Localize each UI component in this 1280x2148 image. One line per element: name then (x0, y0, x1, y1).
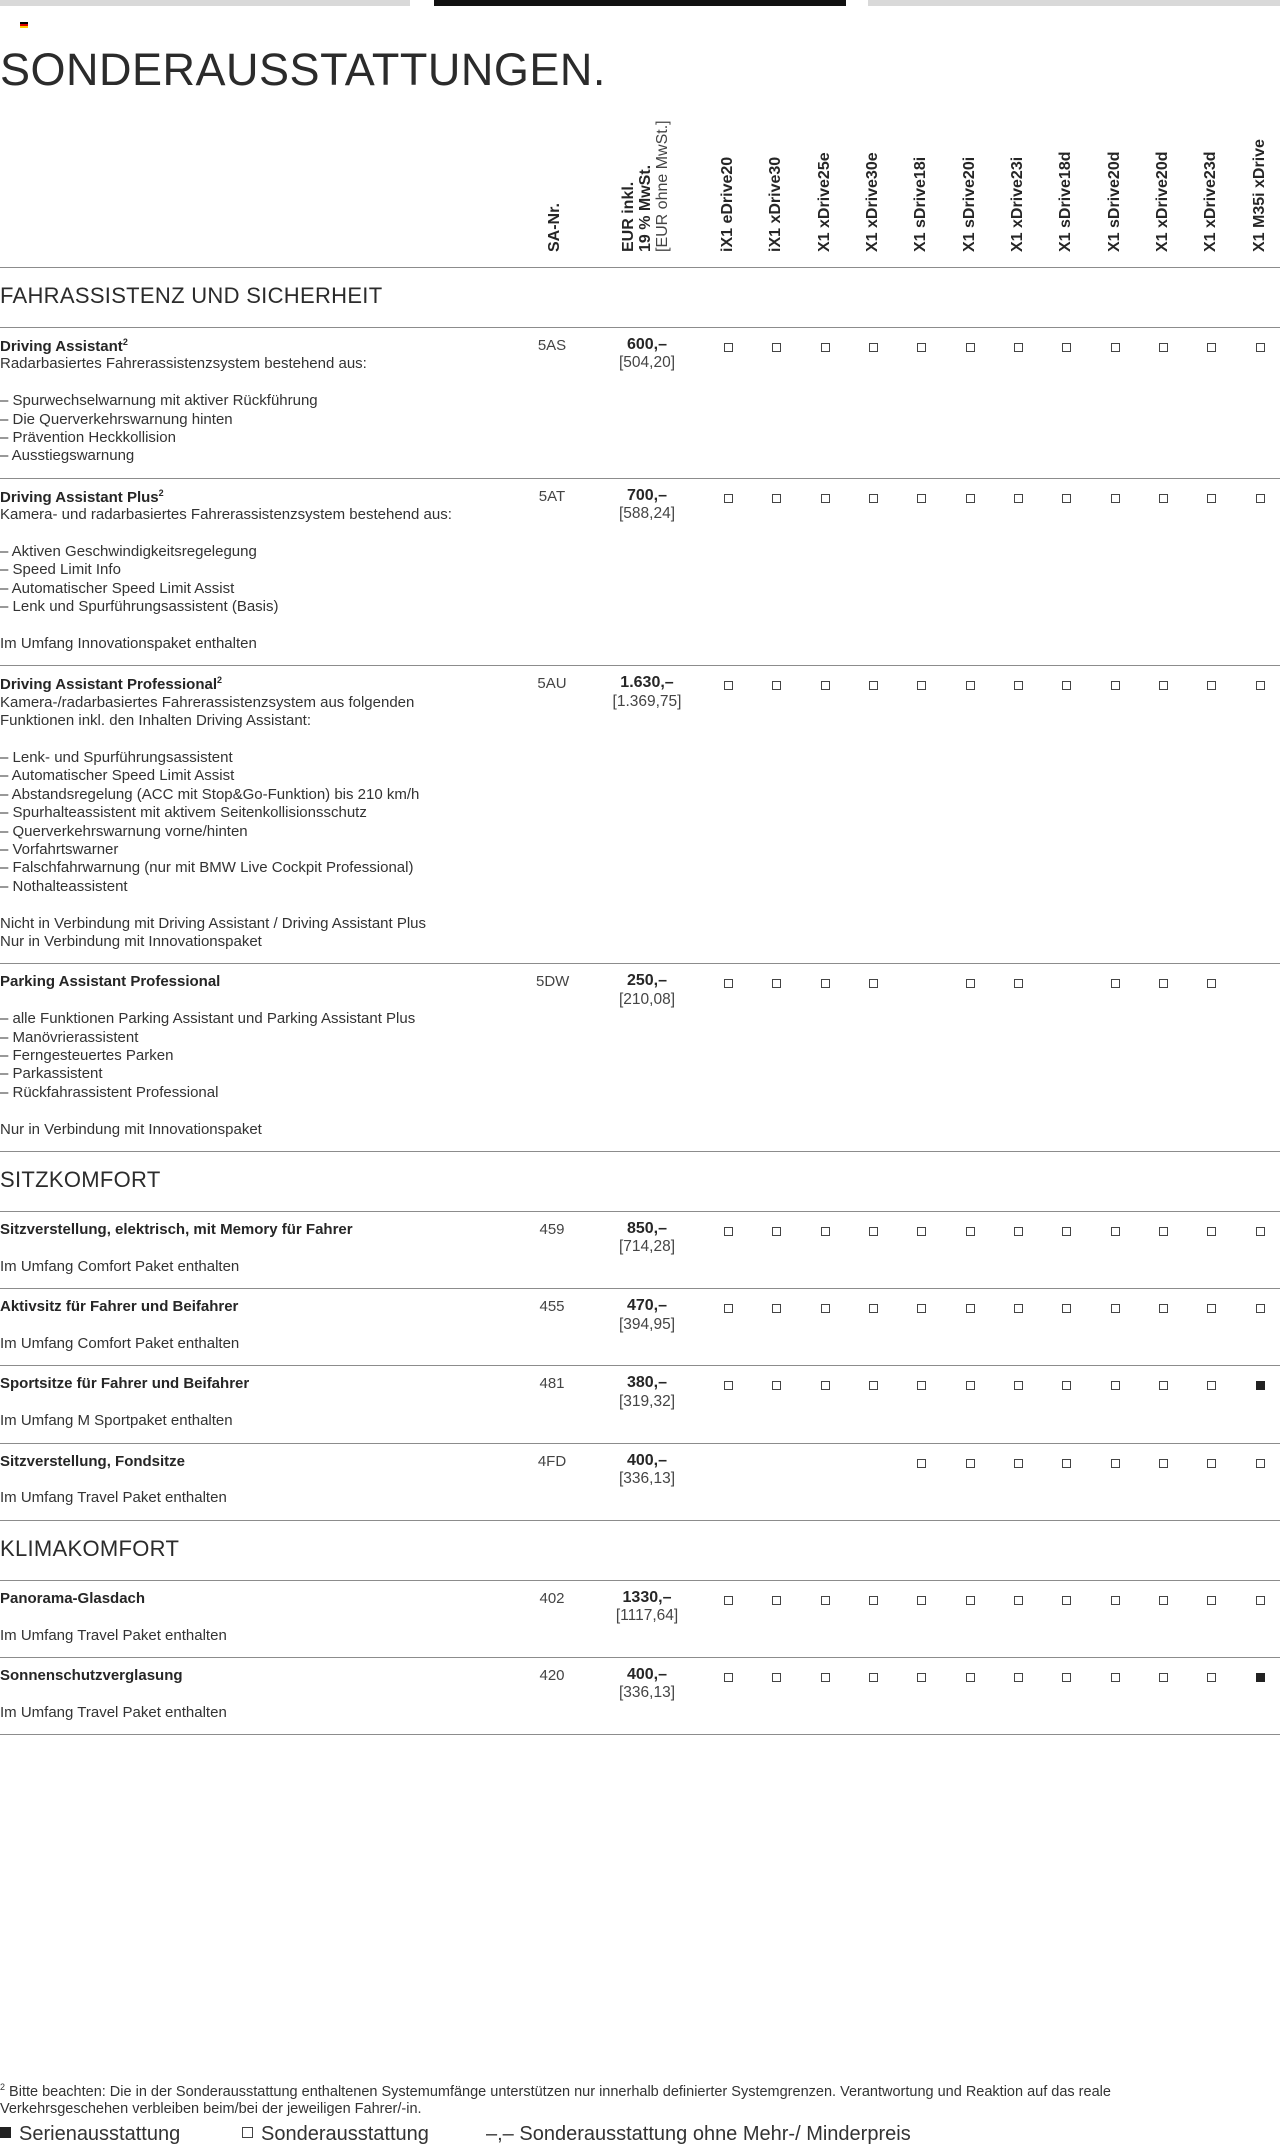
optional-equipment-icon (1159, 1381, 1168, 1390)
optional-equipment-icon (724, 494, 733, 503)
option-description-line: Kamera- und radarbasiertes Fahrerassistenzsystem bestehend aus: (0, 506, 452, 524)
optional-equipment-icon (966, 681, 975, 690)
optional-equipment-icon (1111, 494, 1120, 503)
sa-number: 5DW (536, 973, 570, 991)
standard-equipment-icon (1256, 1381, 1265, 1390)
divider (0, 267, 1280, 268)
optional-equipment-icon (1207, 1459, 1216, 1468)
optional-equipment-icon (772, 1381, 781, 1390)
optional-equipment-icon (1014, 1673, 1023, 1682)
option-description-line: – Querverkehrswarnung vorne/hinten (0, 822, 248, 840)
optional-equipment-icon (1062, 1227, 1071, 1236)
option-description-line: Im Umfang Comfort Paket enthalten (0, 1335, 240, 1352)
optional-equipment-icon (1014, 681, 1023, 690)
optional-equipment-icon (917, 343, 926, 352)
option-description-line: – Falschfahrwarnung (nur mit BMW Live Cockpit Professional) (0, 859, 414, 877)
option-description-line: – Automatischer Speed Limit Assist (0, 579, 235, 597)
column-header-model: X1 xDrive25e (816, 152, 833, 252)
section-title: SITZKOMFORT (0, 1167, 161, 1192)
optional-equipment-icon (1207, 979, 1216, 988)
column-header-model: X1 xDrive23i (1009, 156, 1026, 252)
sa-number: 4FD (537, 1452, 567, 1470)
optional-equipment-icon (1014, 979, 1023, 988)
optional-equipment-icon (1159, 1227, 1168, 1236)
optional-equipment-icon (1207, 1596, 1216, 1605)
optional-equipment-icon (724, 1304, 733, 1313)
option-description-line: – Lenk- und Spurführungsassistent (0, 749, 233, 766)
column-header-price: EUR inkl. 19 % MwSt. [EUR ohne MwSt.] (620, 120, 671, 252)
optional-equipment-icon (1014, 1381, 1023, 1390)
progress-segment-1 (0, 0, 410, 6)
option-description-line: Radarbasiertes Fahrerassistenzsystem bestehend aus: (0, 355, 367, 373)
option-description-line: – alle Funktionen Parking Assistant und Parking Assistant Plus (0, 1010, 416, 1028)
option-description-line: – Automatischer Speed Limit Assist (0, 767, 235, 785)
price: 1330,– [1117,64] (615, 1588, 679, 1625)
option-description-line: Nur in Verbindung mit Innovationspaket (0, 1120, 262, 1138)
sa-number: 481 (539, 1375, 565, 1393)
optional-equipment-icon (1159, 1596, 1168, 1605)
optional-equipment-icon (724, 343, 733, 352)
option-description-line: – Aktiven Geschwindigkeitsregelegung (0, 543, 257, 560)
optional-equipment-icon (1014, 1227, 1023, 1236)
column-header-model: X1 M35i xDrive (1251, 139, 1268, 252)
optional-equipment-icon (1256, 1227, 1265, 1236)
optional-equipment-icon (1111, 1227, 1120, 1236)
divider (0, 1580, 1280, 1581)
option-description-line: Im Umfang Innovationspaket enthalten (0, 635, 257, 652)
optional-equipment-icon (917, 1227, 926, 1236)
option-name: Sitzverstellung, elektrisch, mit Memory für Fahrer (0, 1221, 353, 1238)
option-description-line: – Lenk und Spurführungsassistent (Basis) (0, 598, 279, 616)
option-description-line: Im Umfang Travel Paket enthalten (0, 1626, 227, 1644)
optional-equipment-icon (917, 1596, 926, 1605)
optional-equipment-icon (772, 343, 781, 352)
price: 470,– [394,95] (618, 1297, 676, 1333)
optional-equipment-icon (966, 979, 975, 988)
option-description-line: Funktionen inkl. den Inhalten Driving Assistant: (0, 712, 312, 730)
optional-equipment-icon (821, 1304, 830, 1313)
optional-equipment-icon (966, 494, 975, 503)
sa-number: 5AT (538, 487, 566, 505)
progress-segment-3 (868, 0, 1280, 6)
progress-segment-2-active (434, 0, 846, 6)
option-description-line: – Ferngesteuertes Parken (0, 1047, 174, 1064)
optional-equipment-icon (917, 1304, 926, 1313)
option-description-line: Nur in Verbindung mit Innovationspaket (0, 933, 262, 950)
optional-equipment-icon (966, 1673, 975, 1682)
optional-equipment-icon (821, 494, 830, 503)
optional-equipment-icon (917, 681, 926, 690)
optional-equipment-icon (869, 1381, 878, 1390)
price: 700,– [588,24] (618, 486, 676, 523)
optional-equipment-icon (1111, 343, 1120, 352)
optional-equipment-icon (869, 494, 878, 503)
optional-equipment-icon (1111, 681, 1120, 690)
optional-equipment-icon (869, 1304, 878, 1313)
optional-equipment-icon (917, 1381, 926, 1390)
option-description-line: Im Umfang Travel Paket enthalten (0, 1703, 227, 1721)
optional-equipment-icon (1062, 1459, 1071, 1468)
option-description-line: – Die Querverkehrswarnung hinten (0, 410, 233, 428)
optional-equipment-icon (966, 343, 975, 352)
page-title: SONDERAUSSTATTUNGEN. (0, 44, 606, 95)
option-name: Sonnenschutzverglasung (0, 1667, 183, 1684)
optional-equipment-icon (966, 1227, 975, 1236)
option-description-line: – Manövrierassistent (0, 1028, 139, 1046)
optional-equipment-icon (869, 1227, 878, 1236)
optional-equipment-icon (1207, 494, 1216, 503)
price: 1.630,– [1.369,75] (612, 674, 682, 710)
divider (0, 478, 1280, 479)
optional-equipment-icon (1014, 1596, 1023, 1605)
optional-equipment-icon (1256, 681, 1265, 690)
option-description-line: – Speed Limit Info (0, 561, 121, 579)
optional-equipment-icon (1159, 343, 1168, 352)
divider (0, 963, 1280, 964)
optional-equipment-icon (1159, 979, 1168, 988)
optional-equipment-icon (821, 979, 830, 988)
option-name: Driving Assistant Professional$^2$ (0, 675, 223, 694)
optional-equipment-icon (1207, 1227, 1216, 1236)
price: 380,– [319,32] (618, 1374, 676, 1410)
option-description-line: Im Umfang Comfort Paket enthalten (0, 1257, 240, 1275)
optional-equipment-icon (772, 681, 781, 690)
column-header-model: X1 xDrive23d (1202, 151, 1219, 252)
section-title: FAHRASSISTENZ UND SICHERHEIT (0, 283, 383, 308)
divider (0, 1211, 1280, 1212)
optional-equipment-icon (724, 1673, 733, 1682)
optional-equipment-icon (724, 1596, 733, 1605)
optional-equipment-icon (1256, 343, 1265, 352)
option-name: Driving Assistant Plus$^2$ (0, 487, 164, 506)
sa-number: 455 (539, 1298, 565, 1316)
divider (0, 327, 1280, 328)
optional-equipment-icon (1062, 343, 1071, 352)
optional-equipment-icon (1256, 1459, 1265, 1468)
price: 250,– [210,08] (618, 972, 676, 1008)
optional-equipment-icon (1014, 343, 1023, 352)
optional-equipment-icon (724, 681, 733, 690)
optional-equipment-icon (724, 1381, 733, 1390)
option-description-line: Im Umfang M Sportpaket enthalten (0, 1412, 233, 1430)
optional-equipment-icon (821, 1596, 830, 1605)
optional-equipment-icon (821, 1227, 830, 1236)
optional-equipment-icon (869, 343, 878, 352)
section-title: KLIMAKOMFORT (0, 1535, 180, 1561)
sa-number: 420 (539, 1667, 565, 1684)
divider (0, 1520, 1280, 1521)
column-header-model: X1 sDrive18i (912, 156, 929, 252)
optional-equipment-icon (1207, 681, 1216, 690)
option-description-line: Nicht in Verbindung mit Driving Assistant / Driving Assistant Plus (0, 914, 427, 932)
optional-equipment-icon (1111, 979, 1120, 988)
empty-square-icon (242, 2127, 253, 2138)
option-description-line: – Abstandsregelung (ACC mit Stop&Go-Funktion) bis 210 km/h (0, 785, 420, 803)
optional-equipment-icon (869, 979, 878, 988)
divider (0, 1734, 1280, 1735)
optional-equipment-icon (724, 979, 733, 988)
optional-equipment-icon (1207, 1304, 1216, 1313)
optional-equipment-icon (821, 343, 830, 352)
footnote: $^2$ Bitte beachten: Die in der Sonderausstattung enthaltenen Systemumfänge unterstützen nur innerhalb definierter Systemgrenzen. Verantwortung und Reaktion auf das reale Verkehrsgeschehen verbleiben beim/bei der jeweiligen Fahrer/-in. (0, 2082, 1111, 2117)
optional-equipment-icon (772, 1673, 781, 1682)
divider (0, 665, 1280, 666)
optional-equipment-icon (869, 1596, 878, 1605)
optional-equipment-icon (1207, 1673, 1216, 1682)
sa-number: 459 (539, 1221, 565, 1238)
option-name: Driving Assistant$^2$ (0, 337, 128, 355)
column-header-model: X1 sDrive20d (1106, 151, 1123, 252)
divider (0, 1365, 1280, 1366)
option-description-line: – Prävention Heckkollision (0, 429, 176, 446)
price: 600,– [504,20] (618, 336, 676, 372)
optional-equipment-icon (966, 1381, 975, 1390)
optional-equipment-icon (1207, 343, 1216, 352)
standard-equipment-icon (1256, 1673, 1265, 1682)
option-description-line: – Rückfahrassistent Professional (0, 1083, 219, 1101)
column-header-model: X1 sDrive20i (961, 156, 978, 252)
price: 850,– [714,28] (618, 1220, 676, 1256)
optional-equipment-icon (1159, 494, 1168, 503)
optional-equipment-icon (1111, 1381, 1120, 1390)
optional-equipment-icon (1207, 1381, 1216, 1390)
column-header-model: X1 sDrive18d (1057, 151, 1074, 252)
optional-equipment-icon (772, 1596, 781, 1605)
optional-equipment-icon (1014, 1304, 1023, 1313)
column-header-model: iX1 eDrive20 (719, 156, 736, 252)
sa-number: 402 (539, 1589, 565, 1607)
optional-equipment-icon (1256, 1304, 1265, 1313)
legend-ohne-mehrpreis: –,– Sonderausstattung ohne Mehr-/ Minderpreis (486, 2123, 911, 2145)
option-name: Sitzverstellung, Fondsitze (0, 1452, 186, 1470)
optional-equipment-icon (1062, 1304, 1071, 1313)
optional-equipment-icon (1111, 1673, 1120, 1682)
optional-equipment-icon (917, 494, 926, 503)
optional-equipment-icon (821, 681, 830, 690)
option-name: Aktivsitz für Fahrer und Beifahrer (0, 1298, 239, 1316)
option-name: Parking Assistant Professional (0, 973, 221, 991)
column-header-sa-nr: SA-Nr. (546, 203, 563, 252)
sa-number: 5AS (537, 337, 567, 354)
optional-equipment-icon (1256, 494, 1265, 503)
divider (0, 1443, 1280, 1444)
optional-equipment-icon (772, 1304, 781, 1313)
divider (0, 1657, 1280, 1658)
optional-equipment-icon (1062, 681, 1071, 690)
option-name: Sportsitze für Fahrer und Beifahrer (0, 1375, 250, 1393)
optional-equipment-icon (869, 681, 878, 690)
optional-equipment-icon (966, 1459, 975, 1468)
option-description-line: – Nothalteassistent (0, 877, 128, 895)
optional-equipment-icon (1062, 1596, 1071, 1605)
optional-equipment-icon (1062, 1673, 1071, 1682)
optional-equipment-icon (724, 1227, 733, 1236)
option-description-line: – Spurhalteassistent mit aktivem Seitenkollisionsschutz (0, 804, 367, 822)
column-header-model: iX1 xDrive30 (767, 156, 784, 252)
option-name: Panorama-Glasdach (0, 1589, 146, 1607)
column-header-model: X1 xDrive30e (864, 152, 881, 252)
option-description-line: Im Umfang Travel Paket enthalten (0, 1489, 227, 1507)
legend-sonderausstattung: Sonderausstattung (242, 2123, 429, 2146)
optional-equipment-icon (1159, 681, 1168, 690)
optional-equipment-icon (821, 1381, 830, 1390)
sa-number: 5AU (537, 675, 567, 693)
option-description-line: Kamera-/radarbasiertes Fahrerassistenzsystem aus folgenden (0, 693, 415, 711)
optional-equipment-icon (1256, 1596, 1265, 1605)
optional-equipment-icon (917, 1673, 926, 1682)
optional-equipment-icon (1062, 1381, 1071, 1390)
optional-equipment-icon (966, 1304, 975, 1313)
optional-equipment-icon (772, 494, 781, 503)
optional-equipment-icon (1159, 1459, 1168, 1468)
flag-icon (20, 22, 28, 28)
filled-square-icon (0, 2127, 11, 2138)
optional-equipment-icon (1159, 1673, 1168, 1682)
price: 400,– [336,13] (618, 1666, 676, 1702)
optional-equipment-icon (821, 1673, 830, 1682)
optional-equipment-icon (917, 1459, 926, 1468)
optional-equipment-icon (1111, 1596, 1120, 1605)
option-description-line: – Ausstiegswarnung (0, 447, 135, 465)
divider (0, 1151, 1280, 1152)
option-description-line: – Parkassistent (0, 1065, 103, 1083)
optional-equipment-icon (1062, 494, 1071, 503)
optional-equipment-icon (1111, 1304, 1120, 1313)
option-description-line: – Spurwechselwarnung mit aktiver Rückführung (0, 392, 318, 410)
optional-equipment-icon (1014, 1459, 1023, 1468)
legend-serienausstattung: Serienausstattung (0, 2123, 180, 2146)
optional-equipment-icon (966, 1596, 975, 1605)
optional-equipment-icon (1014, 494, 1023, 503)
option-description-line: – Vorfahrtswarner (0, 841, 119, 858)
optional-equipment-icon (772, 1227, 781, 1236)
optional-equipment-icon (772, 979, 781, 988)
optional-equipment-icon (869, 1673, 878, 1682)
column-header-model: X1 xDrive20d (1154, 151, 1171, 252)
optional-equipment-icon (1111, 1459, 1120, 1468)
optional-equipment-icon (1159, 1304, 1168, 1313)
divider (0, 1288, 1280, 1289)
price: 400,– [336,13] (618, 1451, 676, 1487)
